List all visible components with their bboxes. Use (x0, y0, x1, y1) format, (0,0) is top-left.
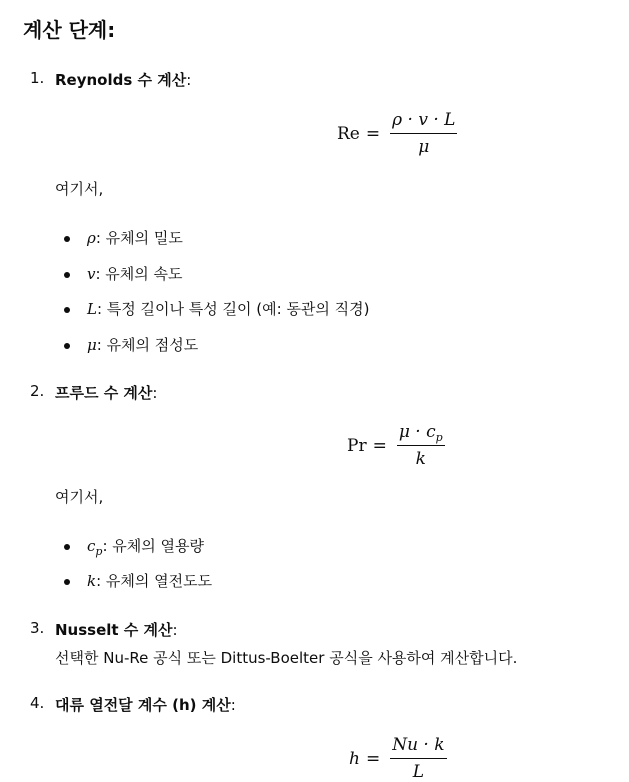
section-heading: 계산 단계: (23, 18, 116, 42)
bullet-item (87, 570, 212, 591)
bullet-dot (64, 307, 70, 313)
bullet-dot (64, 579, 70, 585)
where-label: 여기서, (55, 180, 104, 198)
step-1-number: 1. (30, 69, 45, 87)
bullet-symbol: c (87, 537, 96, 555)
bullet-symbol: ρ (87, 229, 96, 247)
bullet-text: : 유체의 열용량 (102, 537, 204, 555)
step-4-title-text: 대류 열전달 계수 (h) 계산 (55, 696, 231, 714)
reynolds-formula (337, 110, 457, 157)
numerator-main: μ · c (398, 422, 436, 442)
step-3-title-text: Nusselt 수 계산 (55, 621, 173, 639)
step-1-title-text: Reynolds 수 계산 (55, 71, 187, 89)
fraction-denominator: L (412, 762, 425, 782)
bullet-item (87, 334, 198, 355)
bullet-dot (64, 272, 70, 278)
formula-lhs: Pr (347, 435, 367, 456)
bullet-text: : 특정 길이나 특성 길이 (예: 동관의 직경) (96, 300, 370, 318)
step-1-title (55, 69, 191, 90)
step-3-title (55, 619, 178, 640)
bullet-symbol: v (87, 265, 96, 283)
bullet-dot (64, 544, 70, 550)
fraction-numerator: ρ · v · L (390, 110, 457, 134)
fraction-numerator (397, 422, 445, 446)
bullet-text: : 유체의 열전도도 (96, 572, 213, 590)
fraction (390, 735, 446, 782)
bullet-text: : 유체의 밀도 (95, 229, 183, 247)
bullet-item (87, 227, 183, 248)
bullet-item (87, 298, 370, 319)
formula-lhs: h (349, 748, 360, 769)
fraction-numerator: Nu · k (390, 735, 446, 759)
numerator-subscript: p (435, 431, 443, 444)
bullet-text: : 유체의 점성도 (96, 336, 199, 354)
bullet-item (87, 535, 204, 556)
step-2-colon: : (152, 384, 158, 402)
step-4-title (55, 694, 236, 715)
step-2-number: 2. (30, 382, 45, 400)
step-3-description: 선택한 Nu-Re 공식 또는 Dittus-Boelter 공식을 사용하여 계산합니다. (55, 649, 518, 667)
formula-equals: = (365, 748, 381, 769)
step-4-number: 4. (30, 694, 45, 712)
step-2-title (55, 382, 157, 403)
bullet-subscript: p (95, 545, 103, 558)
step-3-colon: : (172, 621, 178, 639)
fraction-denominator: k (415, 449, 426, 469)
bullet-symbol: L (87, 300, 97, 318)
fraction (397, 422, 445, 469)
bullet-item (87, 263, 183, 284)
bullet-symbol: μ (87, 336, 97, 354)
bullet-symbol: k (87, 572, 97, 590)
step-1-colon: : (186, 71, 192, 89)
bullet-dot (64, 343, 70, 349)
where-label: 여기서, (55, 488, 104, 506)
bullet-text: : 유체의 속도 (95, 265, 183, 283)
formula-equals: = (365, 123, 381, 144)
step-3-number: 3. (30, 619, 45, 637)
heat-transfer-formula (349, 735, 447, 782)
formula-lhs: Re (337, 123, 360, 144)
step-4-colon: : (230, 696, 236, 714)
bullet-dot (64, 236, 70, 242)
formula-equals: = (372, 435, 387, 456)
prandtl-formula (347, 422, 445, 469)
fraction-denominator: μ (418, 137, 430, 157)
step-2-title-text: 프루드 수 계산 (55, 384, 153, 402)
fraction (390, 110, 457, 157)
